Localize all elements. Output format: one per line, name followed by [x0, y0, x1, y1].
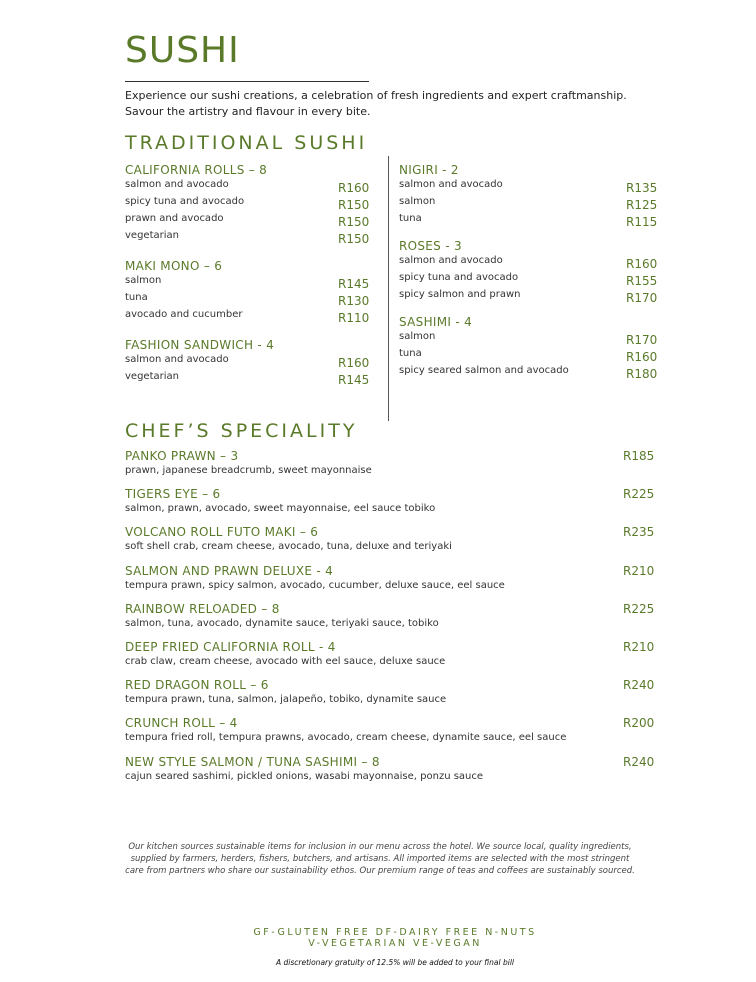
menu-group — [399, 315, 656, 382]
menu-item-price: R160 — [626, 350, 658, 364]
speciality-item — [125, 564, 655, 591]
menu-group-title: NIGIRI - 2 — [399, 163, 459, 177]
speciality-item-name: DEEP FRIED CALIFORNIA ROLL - 4 — [125, 640, 336, 654]
gratuity-note: A discretionary gratuity of 12.5% will be added to your final bill — [275, 958, 514, 967]
menu-group-title: FASHION SANDWICH - 4 — [125, 338, 275, 352]
speciality-item-description: tempura fried roll, tempura prawns, avocado, cream cheese, dynamite sauce, eel sauce — [125, 732, 567, 744]
menu-item-price: R150 — [338, 198, 370, 212]
menu-group-title: ROSES - 3 — [399, 239, 462, 253]
traditional-left-column — [125, 163, 370, 400]
menu-item-label: salmon and avocado — [125, 179, 229, 190]
traditional-sushi-heading: TRADITIONAL SUSHI — [125, 132, 368, 154]
speciality-item-description: prawn, japanese breadcrumb, sweet mayonnaise — [125, 465, 372, 476]
menu-item-label: salmon and avocado — [399, 255, 503, 266]
chefs-speciality-heading: CHEF’S SPECIALITY — [125, 420, 358, 442]
menu-item-label: salmon and avocado — [399, 179, 503, 190]
menu-item-row — [125, 230, 370, 247]
menu-item-price: R160 — [626, 257, 658, 271]
column-divider — [388, 156, 389, 421]
speciality-item-name: RAINBOW RELOADED – 8 — [125, 601, 280, 616]
menu-item-price: R155 — [626, 274, 658, 288]
menu-group — [125, 259, 370, 326]
menu-item-price: R110 — [338, 311, 370, 325]
menu-group — [399, 163, 656, 230]
menu-group — [125, 338, 370, 388]
speciality-item-price: R225 — [623, 601, 655, 616]
menu-item-price: R180 — [626, 367, 658, 381]
speciality-item — [125, 716, 655, 743]
speciality-item-price: R225 — [623, 487, 655, 502]
menu-item-row — [399, 365, 656, 382]
page-title: SUSHI — [125, 30, 240, 71]
menu-item-price: R130 — [338, 294, 370, 308]
menu-item-price: R150 — [338, 215, 370, 229]
menu-group-title: MAKI MONO – 6 — [125, 259, 223, 273]
menu-item-row — [399, 196, 656, 213]
menu-item-price: R145 — [338, 373, 370, 387]
speciality-item — [125, 755, 655, 782]
menu-group — [125, 163, 370, 247]
speciality-item-description: tempura prawn, spicy salmon, avocado, cucumber, deluxe sauce, eel sauce — [125, 579, 505, 591]
speciality-item-name: TIGERS EYE – 6 — [125, 487, 221, 502]
menu-item-row — [125, 179, 370, 196]
speciality-item-description: cajun seared sashimi, pickled onions, wasabi mayonnaise, ponzu sauce — [125, 770, 484, 782]
menu-item-label: tuna — [399, 213, 422, 224]
menu-item-row — [125, 196, 370, 213]
menu-item-row — [125, 371, 370, 388]
menu-item-price: R170 — [626, 333, 658, 347]
menu-item-label: salmon — [399, 331, 436, 342]
menu-item-row — [399, 289, 656, 306]
speciality-item-name: PANKO PRAWN – 3 — [125, 449, 239, 463]
menu-item-row — [399, 272, 656, 289]
menu-item-label: avocado and cucumber — [125, 309, 243, 320]
speciality-item-price: R235 — [623, 525, 655, 540]
menu-item-price: R160 — [338, 356, 370, 370]
menu-item-row — [125, 354, 370, 371]
menu-item-row — [399, 179, 656, 196]
speciality-item-name: CRUNCH ROLL – 4 — [125, 716, 238, 731]
menu-item-label: spicy salmon and prawn — [399, 289, 521, 300]
menu-item-price: R115 — [626, 215, 658, 229]
menu-item-row — [399, 331, 656, 348]
intro-text: Experience our sushi creations, a celebration of fresh ingredients and expert craftmanship. Savour the artistry and flavour in every bite. — [125, 89, 627, 118]
speciality-item — [125, 640, 655, 667]
menu-item-price: R135 — [626, 181, 658, 195]
traditional-right-column — [399, 163, 656, 391]
speciality-item-price: R210 — [623, 640, 655, 654]
menu-item-label: spicy seared salmon and avocado — [399, 365, 569, 376]
menu-item-row — [125, 275, 370, 292]
menu-item-label: spicy tuna and avocado — [125, 196, 245, 207]
menu-item-row — [125, 309, 370, 326]
speciality-item-price: R240 — [623, 754, 655, 769]
speciality-item-description: crab claw, cream cheese, avocado with eel sauce, deluxe sauce — [125, 656, 446, 667]
menu-group — [399, 239, 656, 306]
menu-item-row — [125, 213, 370, 230]
menu-item-row — [399, 255, 656, 272]
speciality-item-description: salmon, tuna, avocado, dynamite sauce, teriyaki sauce, tobiko — [125, 617, 439, 629]
menu-item-price: R160 — [338, 181, 370, 195]
menu-item-label: salmon — [399, 196, 436, 207]
menu-item-label: tuna — [125, 292, 148, 303]
speciality-item-name: RED DRAGON ROLL – 6 — [125, 678, 269, 693]
menu-item-row — [125, 292, 370, 309]
menu-item-label: salmon — [125, 275, 162, 286]
menu-item-price: R145 — [338, 277, 370, 291]
menu-item-row — [399, 348, 656, 365]
speciality-item-price: R210 — [623, 563, 655, 578]
menu-item-row — [399, 213, 656, 230]
speciality-item-description: tempura prawn, tuna, salmon, jalapeño, tobiko, dynamite sauce — [125, 694, 447, 706]
sustainability-note: Our kitchen sources sustainable items for inclusion in our menu across the hotel. We source local, quality ingredients, supplied by farmers, herders, fishers, butchers, and artisans. All imported items are selected with the most stringent care from partners who share our sustainability ethos. Our premium range of teas and coffees are sustainably sourced. — [125, 842, 635, 876]
speciality-item-description: soft shell crab, cream cheese, avocado, tuna, deluxe and teriyaki — [125, 541, 452, 553]
menu-item-label: vegetarian — [125, 371, 179, 382]
menu-item-price: R125 — [626, 198, 658, 212]
speciality-item-description: salmon, prawn, avocado, sweet mayonnaise, eel sauce tobiko — [125, 503, 436, 515]
menu-item-label: salmon and avocado — [125, 354, 229, 365]
speciality-item — [125, 678, 655, 705]
speciality-item-name: SALMON AND PRAWN DELUXE - 4 — [125, 563, 334, 578]
menu-item-price: R150 — [338, 232, 370, 246]
menu-group-title: SASHIMI - 4 — [399, 315, 473, 329]
menu-group-title: CALIFORNIA ROLLS – 8 — [125, 163, 268, 177]
speciality-item-name: NEW STYLE SALMON / TUNA SASHIMI – 8 — [125, 754, 380, 769]
speciality-item — [125, 449, 655, 476]
speciality-item-price: R185 — [623, 449, 655, 463]
speciality-item-name: VOLCANO ROLL FUTO MAKI – 6 — [125, 525, 319, 540]
dietary-legend-line-2: V-VEGETARIAN VE-VEGAN — [308, 938, 482, 949]
speciality-item — [125, 487, 655, 514]
dietary-legend-line-1: GF-GLUTEN FREE DF-DAIRY FREE N-NUTS — [253, 927, 537, 938]
speciality-item-price: R200 — [623, 716, 655, 731]
speciality-item-price: R240 — [623, 678, 655, 693]
menu-item-label: vegetarian — [125, 230, 179, 241]
menu-item-price: R170 — [626, 291, 658, 305]
title-underline — [125, 81, 369, 82]
speciality-item — [125, 525, 655, 552]
menu-item-label: spicy tuna and avocado — [399, 272, 519, 283]
menu-item-label: tuna — [399, 348, 422, 359]
speciality-item — [125, 602, 655, 629]
menu-item-label: prawn and avocado — [125, 213, 224, 224]
